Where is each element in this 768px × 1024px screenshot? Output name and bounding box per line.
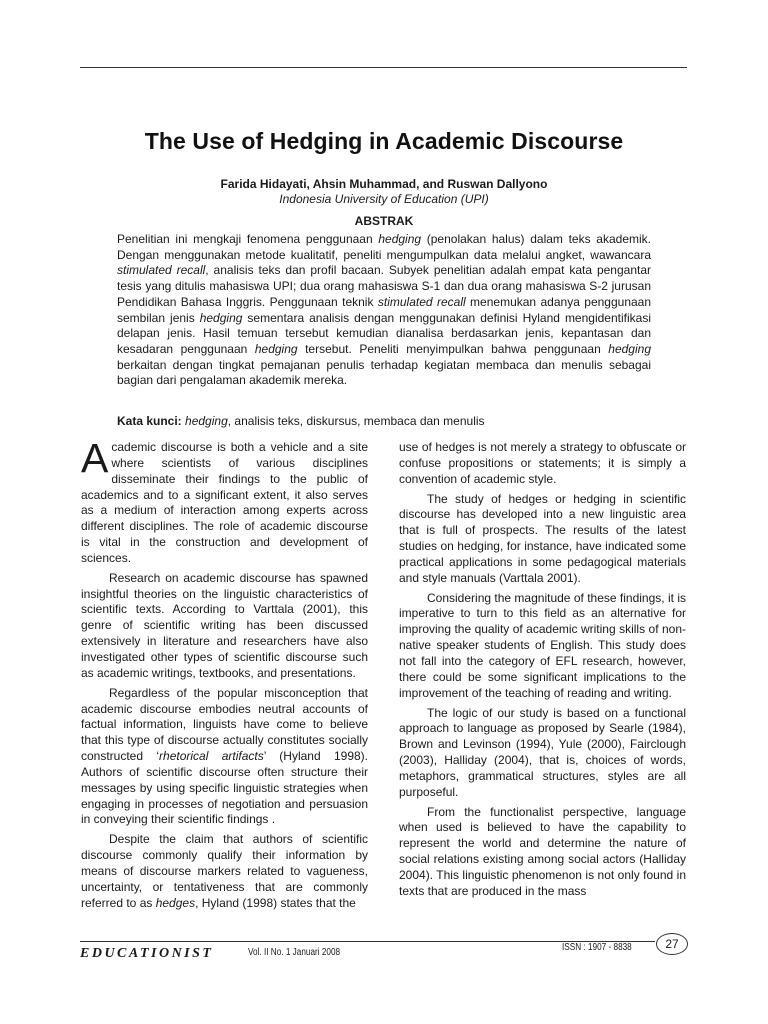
body-column-right bbox=[399, 440, 686, 904]
abstract-text: Penelitian ini mengkaji fenomena penggunaan hedging (penolakan halus) dalam teks akademik. Dengan menggunakan metode kualitatif, peneliti mengumpulkan data melalui angket, wawancara stimulated recall, analisis teks dan profil bacaan. Subyek penelitian adalah empat kata pengantar tesis yang ditulis mahasiswa UPI; dua orang mahasiswa S-1 dan dua orang mahasiswa S-2 jurusan Pendidikan Bahasa Inggris. Penggunaan teknik stimulated recall menemukan adanya penggunaan sembilan jenis hedging sementara analisis dengan menggunakan definisi Hyland mengidentifikasi delapan jenis. Hasil temuan tersebut kemudian dianalisa berdasarkan jenis, kepantasan dan kesadaran penggunaan hedging tersebut. Peneliti menyimpulkan bahwa penggunaan hedging berkaitan dengan tingkat pemajanan penulis terhadap kegiatan membaca dan menulis sebagai bagian dari pengalaman akademik mereka. bbox=[117, 232, 652, 388]
paragraph: Research on academic discourse has spawned insightful theories on the linguistic characteristics of scientific texts. According to Varttala (2001), this genre of scientific writing has been discussed extensively in literature and researchers have also investigated other types of scientific discourse such as academic writings, textbooks, and presentations. bbox=[81, 570, 368, 680]
paragraph: Regardless of the popular misconception that academic discourse embodies neutral accounts of factual information, linguists have come to believe that this type of discourse actually constitutes socially constructed ‘rhetorical artifacts’ (Hyland 1998). Authors of scientific discourse often structure their messages by using specific linguistic strategies when engaging in processes of negotiation and persuasion in conveying their scientific findings . bbox=[81, 685, 368, 827]
keywords-text: hedging, analisis teks, diskursus, membaca dan menulis bbox=[185, 414, 485, 428]
issn: ISSN : 1907 - 8838 bbox=[562, 942, 632, 953]
abstract bbox=[117, 232, 651, 389]
keywords bbox=[117, 414, 651, 428]
abstract-heading: ABSTRAK bbox=[354, 214, 414, 228]
keywords-label: Kata kunci: bbox=[117, 414, 182, 428]
author-list: Farida Hidayati, Ahsin Muhammad, and Ruswan Dallyono bbox=[220, 177, 548, 191]
article-title: The Use of Hedging in Academic Discourse bbox=[144, 128, 624, 154]
body-column-left bbox=[81, 435, 368, 915]
paragraph: The logic of our study is based on a functional approach to language as proposed by Searle (1984), Brown and Levinson (1994), Yule (2000), Fairclough (2003), Halliday (2004), that is, choices of words, metaphors, grammatical structures, styles are all purposeful. bbox=[399, 705, 686, 799]
journal-name: EDUCATIONIST bbox=[80, 946, 214, 961]
header-rule bbox=[80, 67, 687, 68]
paragraph: Considering the magnitude of these findings, it is imperative to turn to this field as an alternative for improving the quality of academic writing skills of non-native speaker students of English. This study does not fall into the category of EFL research, however, there could be some significant implications to the improvement of the teaching of reading and writing. bbox=[399, 590, 686, 700]
affiliation: Indonesia University of Education (UPI) bbox=[279, 192, 489, 206]
paragraph: use of hedges is not merely a strategy to obfuscate or confuse propositions or statements; it is simply a convention of academic style. bbox=[399, 440, 686, 486]
paragraph bbox=[81, 435, 368, 567]
paragraph-text: cademic discourse is both a vehicle and a site where scientists of various disciplines disseminate their findings to the public of academics and to a significant extent, it also serves as a medium of interaction among experts across different disciplines. The role of academic discourse is vital in the construction and development of sciences. bbox=[81, 440, 368, 565]
paragraph: Despite the claim that authors of scientific discourse commonly qualify their information by means of discourse markers related to vagueness, uncertainty, or tentativeness that are commonly referred to as hedges, Hyland (1998) states that the bbox=[81, 832, 368, 910]
paragraph: The study of hedges or hedging in scientific discourse has developed into a new linguistic area that is full of prospects. The results of the latest studies on hedging, for instance, have indicated some practical applications in some pedagogical materials and style manuals (Varttala 2001). bbox=[399, 491, 686, 585]
page-number: 27 bbox=[656, 933, 688, 955]
volume-info: Vol. II No. 1 Januari 2008 bbox=[248, 947, 341, 958]
drop-cap: A bbox=[81, 435, 109, 481]
paragraph: From the functionalist perspective, language when used is believed to have the capability to represent the world and determine the nature of social relations existing among social actors (Halliday 2004). This linguistic phenomenon is not only found in texts that are produced in the mass bbox=[399, 804, 686, 898]
